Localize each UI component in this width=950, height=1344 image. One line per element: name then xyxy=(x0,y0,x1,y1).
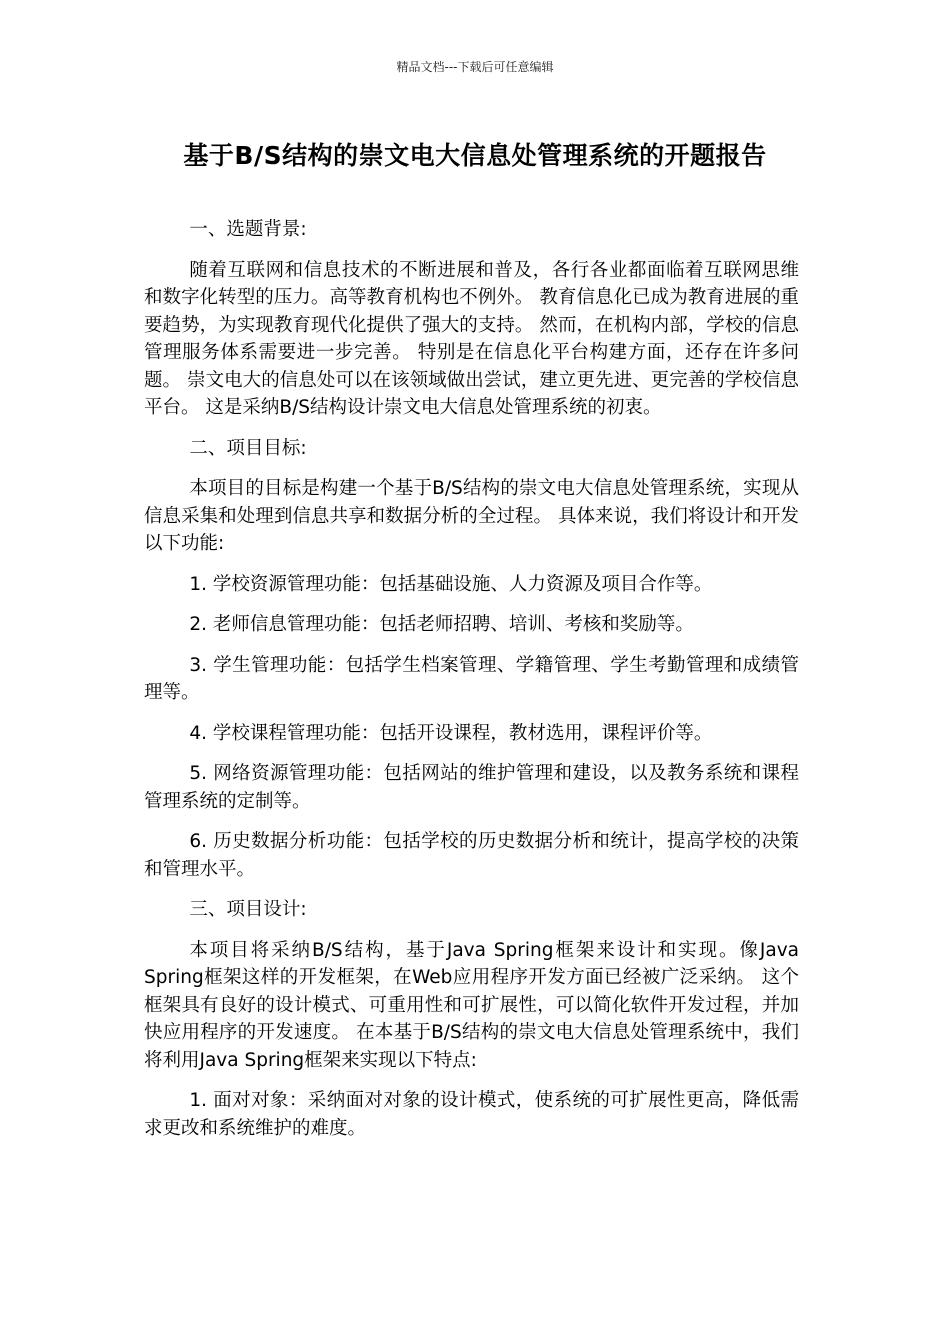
goals-list-item: 6. 历史数据分析功能：包括学校的历史数据分析和统计，提高学校的决策和管理水平。 xyxy=(144,831,799,880)
goals-intro-paragraph: 本项目的目标是构建一个基于B/S结构的崇文电大信息处管理系统，实现从信息采集和处理到信息共享和数据分析的全过程。 具体来说，我们将设计和开发以下功能: xyxy=(144,478,799,554)
design-intro-paragraph: 本项目将采纳B/S结构，基于Java Spring框架来设计和实现。像Java Spring框架这样的开发框架，在Web应用程序开发方面已经被广泛采纳。 这个框架具有良好的设计模式、可重用性和可扩展性，可以简化软件开发过程，并加快应用程序的开发速度。 在本基于B/S结构的崇文电大信息处管理系统中，我们将利用Java Spring框架来实现以下特点: xyxy=(144,939,799,1071)
document-body xyxy=(144,216,799,1155)
page-header-note: 精品文档---下载后可任意编辑 xyxy=(396,60,554,74)
goals-list-item: 1. 学校资源管理功能：包括基础设施、人力资源及项目合作等。 xyxy=(189,573,713,595)
goals-list-item: 5. 网络资源管理功能：包括网站的维护管理和建设，以及教务系统和课程管理系统的定制等。 xyxy=(144,763,799,812)
background-paragraph: 随着互联网和信息技术的不断进展和普及，各行各业都面临着互联网思维和数字化转型的压力。高等教育机构也不例外。 教育信息化已成为教育进展的重要趋势，为实现教育现代化提供了强大的支持。 然而，在机构内部，学校的信息管理服务体系需要进一步完善。 特别是在信息化平台构建方面，还存在许多问题。 崇文电大的信息处可以在该领域做出尝试，建立更先进、更完善的学校信息平台。 这是采纳B/S结构设计崇文电大信息处管理系统的初衷。 xyxy=(144,259,799,418)
goals-list-item: 3. 学生管理功能：包括学生档案管理、学籍管理、学生考勤管理和成绩管理等。 xyxy=(144,654,799,703)
section-heading-goals: 二、项目目标: xyxy=(189,437,307,459)
goals-list-item: 4. 学校课程管理功能：包括开设课程，教材选用，课程评价等。 xyxy=(189,722,713,744)
section-heading-design: 三、项目设计: xyxy=(189,899,307,920)
section-heading-background: 一、选题背景: xyxy=(189,219,307,240)
document-title: 基于B/S结构的崇文电大信息处管理系统的开题报告 xyxy=(183,141,767,170)
design-list-item: 1. 面对对象：采纳面对对象的设计模式，使系统的可扩展性更高，降低需求更改和系统维护的难度。 xyxy=(144,1090,799,1139)
goals-list-item: 2. 老师信息管理功能：包括老师招聘、培训、考核和奖励等。 xyxy=(189,614,694,635)
